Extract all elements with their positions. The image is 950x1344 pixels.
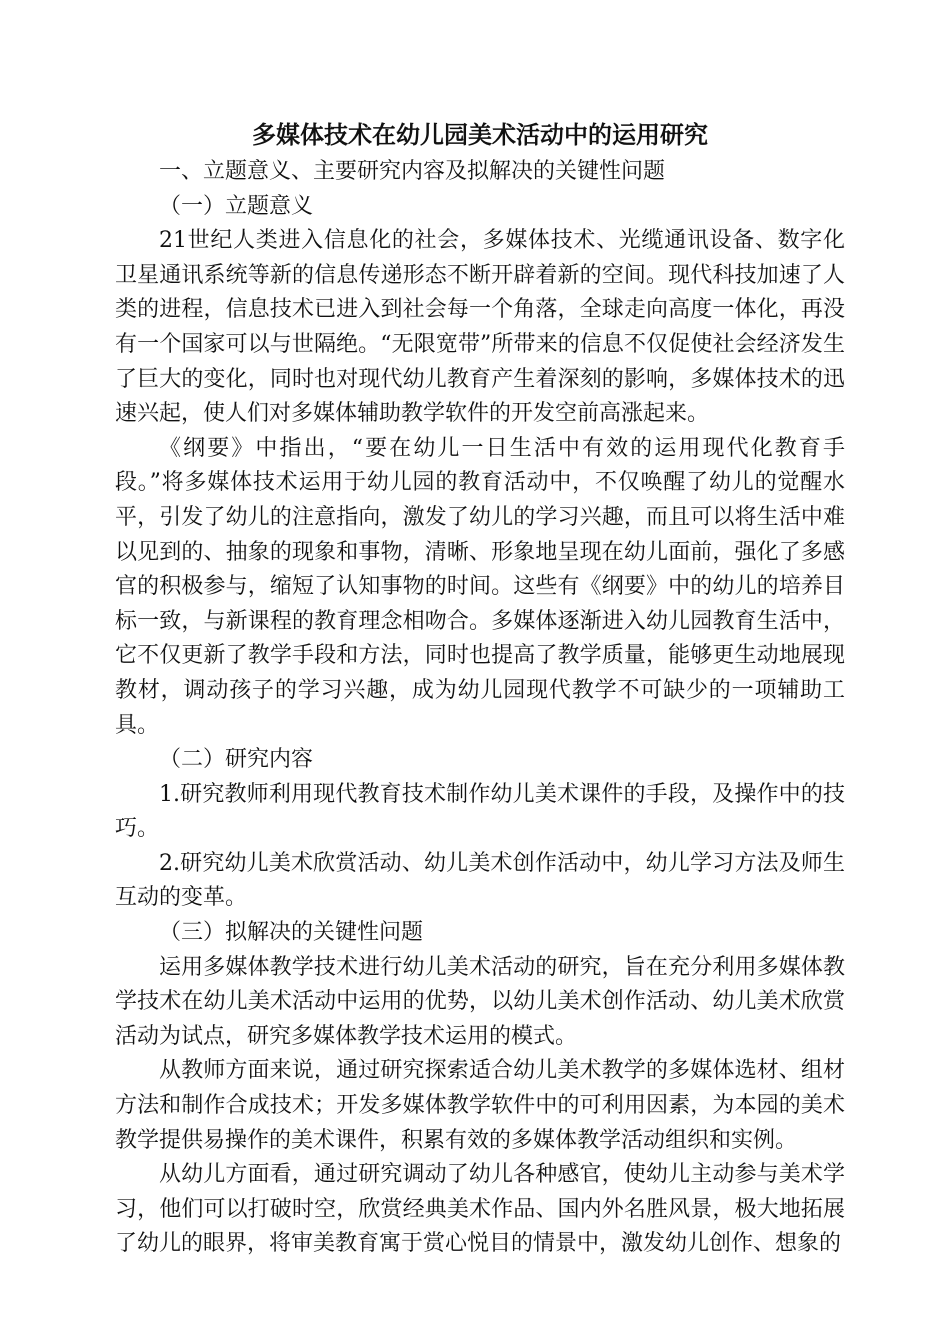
- paragraph: 21世纪人类进入信息化的社会，多媒体技术、光缆通讯设备、数字化卫星通讯系统等新的信息传递形态不断开辟着新的空间。现代科技加速了人类的进程，信息技术已进入到社会每一个角落，全球走向高度一体化，再没有一个国家可以与世隔绝。“无限宽带”所带来的信息不仅促使社会经济发生了巨大的变化，同时也对现代幼儿教育产生着深刻的影响，多媒体技术的迅速兴起，使人们对多媒体辅助教学软件的开发空前高涨起来。: [115, 228, 845, 427]
- document-title: 多媒体技术在幼儿园美术活动中的运用研究: [252, 120, 708, 149]
- paragraph: 《纲要》中指出，“要在幼儿一日生活中有效的运用现代化教育手段。”将多媒体技术运用于幼儿园的教育活动中，不仅唤醒了幼儿的觉醒水平，引发了幼儿的注意指向，激发了幼儿的学习兴趣，而且可以将生活中难以见到的、抽象的现象和事物，清晰、形象地呈现在幼儿面前，强化了多感官的积极参与，缩短了认知事物的时间。这些有《纲要》中的幼儿的培养目标一致，与新课程的教育理念相吻合。多媒体逐渐进入幼儿园教育生活中，它不仅更新了教学手段和方法，同时也提高了教学质量，能够更生动地展现教材，调动孩子的学习兴趣，成为幼儿园现代教学不可缺少的一项辅助工具。: [115, 435, 845, 738]
- paragraph: 从教师方面来说，通过研究探索适合幼儿美术教学的多媒体选材、组材方法和制作合成技术；开发多媒体教学软件中的可利用因素，为本园的美术教学提供易操作的美术课件，积累有效的多媒体教学活动组织和实例。: [115, 1058, 845, 1153]
- subsection-heading-3: （三）拟解决的关键性问题: [159, 920, 424, 946]
- paragraph: 从幼儿方面看，通过研究调动了幼儿各种感官，使幼儿主动参与美术学习，他们可以打破时空，欣赏经典美术作品、国内外名胜风景，极大地拓展了幼儿的眼界，将审美教育寓于赏心悦目的情景中，激发幼儿创作、想象的: [115, 1162, 845, 1257]
- paragraph: 运用多媒体教学技术进行幼儿美术活动的研究，旨在充分利用多媒体教学技术在幼儿美术活动中运用的优势，以幼儿美术创作活动、幼儿美术欣赏活动为试点，研究多媒体教学技术运用的模式。: [115, 954, 845, 1049]
- subsection-heading-1: （一）立题意义: [159, 193, 314, 219]
- paragraph: 2.研究幼儿美术欣赏活动、幼儿美术创作活动中，幼儿学习方法及师生互动的变革。: [115, 850, 845, 911]
- paragraph: 1.研究教师利用现代教育技术制作幼儿美术课件的手段，及操作中的技巧。: [115, 781, 845, 842]
- document-page: [115, 117, 845, 1262]
- subsection-heading-2: （二）研究内容: [159, 747, 314, 773]
- section-heading-1: 一、立题意义、主要研究内容及拟解决的关键性问题: [159, 159, 666, 184]
